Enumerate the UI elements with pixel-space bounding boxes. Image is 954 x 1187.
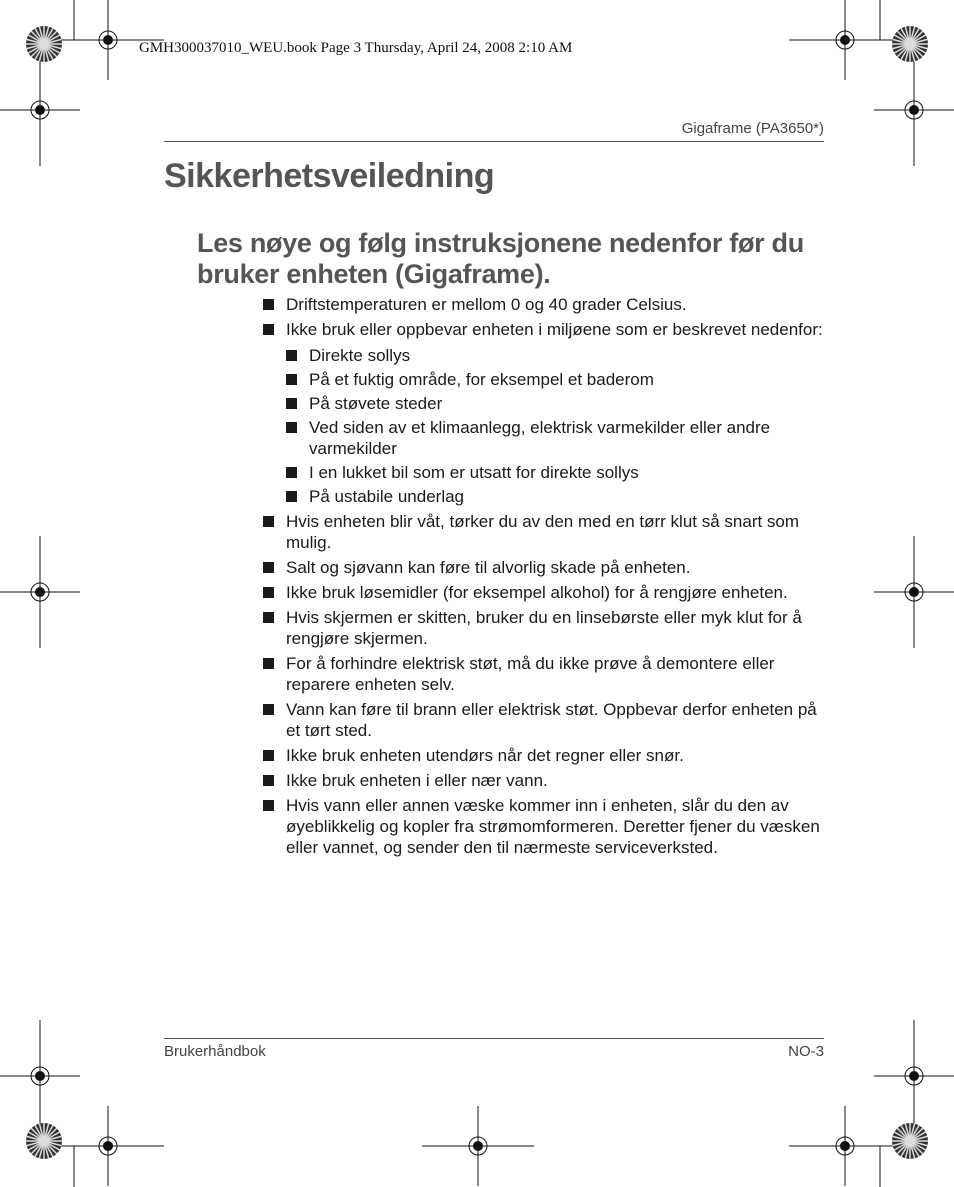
list-item-text: Ikke bruk eller oppbevar enheten i miljøene som er beskrevet nedenfor: <box>286 320 823 339</box>
list-item <box>263 294 828 315</box>
registration-target-icon <box>26 26 62 62</box>
safety-list <box>263 294 828 858</box>
footer-manual-name: Brukerhåndbok <box>164 1043 266 1060</box>
list-item-text: Driftstemperaturen er mellom 0 og 40 grader Celsius. <box>286 295 687 314</box>
square-bullet-icon <box>263 704 274 715</box>
header-rule <box>164 141 824 142</box>
list-item-text: Ikke bruk enheten i eller nær vann. <box>286 771 548 790</box>
sub-list-item-text: På støvete steder <box>309 394 443 413</box>
sub-list-item <box>286 486 828 507</box>
square-bullet-icon <box>263 587 274 598</box>
registration-target-icon <box>26 1123 62 1159</box>
registration-target-icon <box>892 1123 928 1159</box>
list-item-text: Ikke bruk enheten utendørs når det regner eller snør. <box>286 746 684 765</box>
sub-list-item-text: Direkte sollys <box>309 346 411 365</box>
list-item-text: For å forhindre elektrisk støt, må du ikke prøve å demontere eller reparere enheten selv. <box>286 654 775 694</box>
square-bullet-icon <box>263 612 274 623</box>
square-bullet-icon <box>263 658 274 669</box>
list-item <box>263 319 828 507</box>
list-item-text: Vann kan føre til brann eller elektrisk støt. Oppbevar derfor enheten på et tørt sted. <box>286 700 817 740</box>
square-bullet-icon <box>286 467 297 478</box>
list-item <box>263 557 828 578</box>
square-bullet-icon <box>286 491 297 502</box>
page-title: Sikkerhetsveiledning <box>164 157 495 195</box>
list-item-text: Hvis skjermen er skitten, bruker du en linsebørste eller myk klut for å rengjøre skjermen. <box>286 608 802 648</box>
footer-rule <box>164 1038 824 1039</box>
square-bullet-icon <box>263 516 274 527</box>
list-item-text: Hvis enheten blir våt, tørker du av den med en tørr klut så snart som mulig. <box>286 512 800 552</box>
list-item <box>263 770 828 791</box>
square-bullet-icon <box>286 398 297 409</box>
slug-line: GMH300037010_WEU.book Page 3 Thursday, April 24, 2008 2:10 AM <box>139 40 573 56</box>
sub-list-item-text: På et fuktig område, for eksempel et baderom <box>309 370 654 389</box>
square-bullet-icon <box>286 374 297 385</box>
registration-target-icon <box>892 26 928 62</box>
sub-list-item <box>286 369 828 390</box>
list-item <box>263 582 828 603</box>
list-item <box>263 795 828 858</box>
list-item-text: Ikke bruk løsemidler (for eksempel alkohol) for å rengjøre enheten. <box>286 583 788 602</box>
section-subtitle: Les nøye og følg instruksjonene nedenfor før du bruker enheten (Gigaframe). <box>197 228 804 289</box>
sub-bullet-list <box>286 345 828 507</box>
sub-list-item <box>286 393 828 414</box>
sub-list-item <box>286 417 828 459</box>
list-item-text: Hvis vann eller annen væske kommer inn i enheten, slår du den av øyeblikkelig og kopler fra strømomformeren. Deretter fjener du væsken eller vannet, og sender den til nærmeste serviceverksted. <box>286 796 820 857</box>
square-bullet-icon <box>263 562 274 573</box>
sub-list-item-text: På ustabile underlag <box>309 487 465 506</box>
square-bullet-icon <box>286 422 297 433</box>
square-bullet-icon <box>286 350 297 361</box>
sub-list-item <box>286 462 828 483</box>
square-bullet-icon <box>263 775 274 786</box>
list-item <box>263 699 828 741</box>
running-header: Gigaframe (PA3650*) <box>681 120 824 137</box>
list-item <box>263 511 828 553</box>
square-bullet-icon <box>263 299 274 310</box>
sub-list-item-text: Ved siden av et klimaanlegg, elektrisk varmekilder eller andre varmekilder <box>309 418 771 458</box>
list-item <box>263 653 828 695</box>
sub-list-item-text: I en lukket bil som er utsatt for direkte sollys <box>309 463 639 482</box>
list-item <box>263 607 828 649</box>
square-bullet-icon <box>263 324 274 335</box>
sub-list-item <box>286 345 828 366</box>
square-bullet-icon <box>263 800 274 811</box>
list-item-text: Salt og sjøvann kan føre til alvorlig skade på enheten. <box>286 558 691 577</box>
page-number: NO-3 <box>788 1043 824 1060</box>
list-item <box>263 745 828 766</box>
bullet-list <box>263 294 828 858</box>
square-bullet-icon <box>263 750 274 761</box>
